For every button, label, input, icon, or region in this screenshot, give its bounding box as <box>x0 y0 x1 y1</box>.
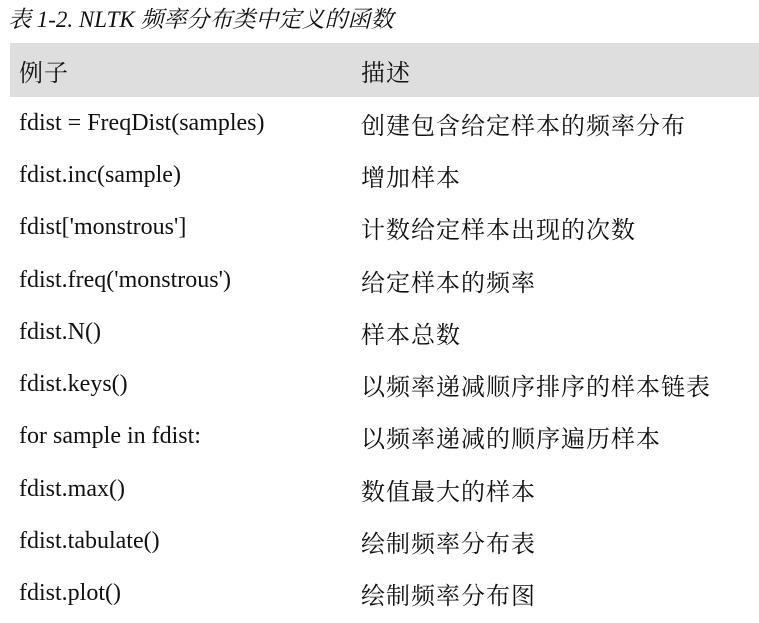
example-cell: fdist.plot() <box>19 580 121 607</box>
table-row <box>10 515 759 567</box>
table-row <box>10 97 759 149</box>
description-cell: 样本总数 <box>361 320 461 349</box>
example-cell: fdist.freq('monstrous') <box>19 266 231 293</box>
example-cell: for sample in fdist: <box>19 423 201 450</box>
description-cell: 以频率递减的顺序遍历样本 <box>361 425 661 454</box>
example-cell: fdist.max() <box>19 475 125 502</box>
example-cell: fdist.N() <box>19 318 101 345</box>
table-caption: 表 1-2. NLTK 频率分布类中定义的函数 <box>8 7 394 32</box>
function-table <box>10 43 759 620</box>
description-cell: 绘制频率分布图 <box>361 582 536 611</box>
table-row <box>10 463 759 515</box>
example-cell: fdist.inc(sample) <box>19 161 181 188</box>
example-cell: fdist = FreqDist(samples) <box>19 109 265 136</box>
table-row <box>10 149 759 201</box>
description-cell: 数值最大的样本 <box>361 477 536 506</box>
header-example: 例子 <box>19 58 69 87</box>
table-row <box>10 202 759 254</box>
table-row <box>10 568 759 620</box>
description-cell: 以频率递减顺序排序的样本链表 <box>361 373 711 402</box>
description-cell: 绘制频率分布表 <box>361 530 536 559</box>
table-row <box>10 254 759 306</box>
table-header <box>10 43 759 97</box>
table-row <box>10 306 759 358</box>
description-cell: 计数给定样本出现的次数 <box>361 216 636 245</box>
table-row <box>10 411 759 463</box>
description-cell: 增加样本 <box>361 163 461 192</box>
example-cell: fdist.tabulate() <box>19 528 160 555</box>
header-description: 描述 <box>361 58 411 87</box>
description-cell: 创建包含给定样本的频率分布 <box>361 111 686 140</box>
example-cell: fdist['monstrous'] <box>19 214 187 241</box>
example-cell: fdist.keys() <box>19 371 128 398</box>
description-cell: 给定样本的频率 <box>361 268 536 297</box>
table-row <box>10 358 759 410</box>
